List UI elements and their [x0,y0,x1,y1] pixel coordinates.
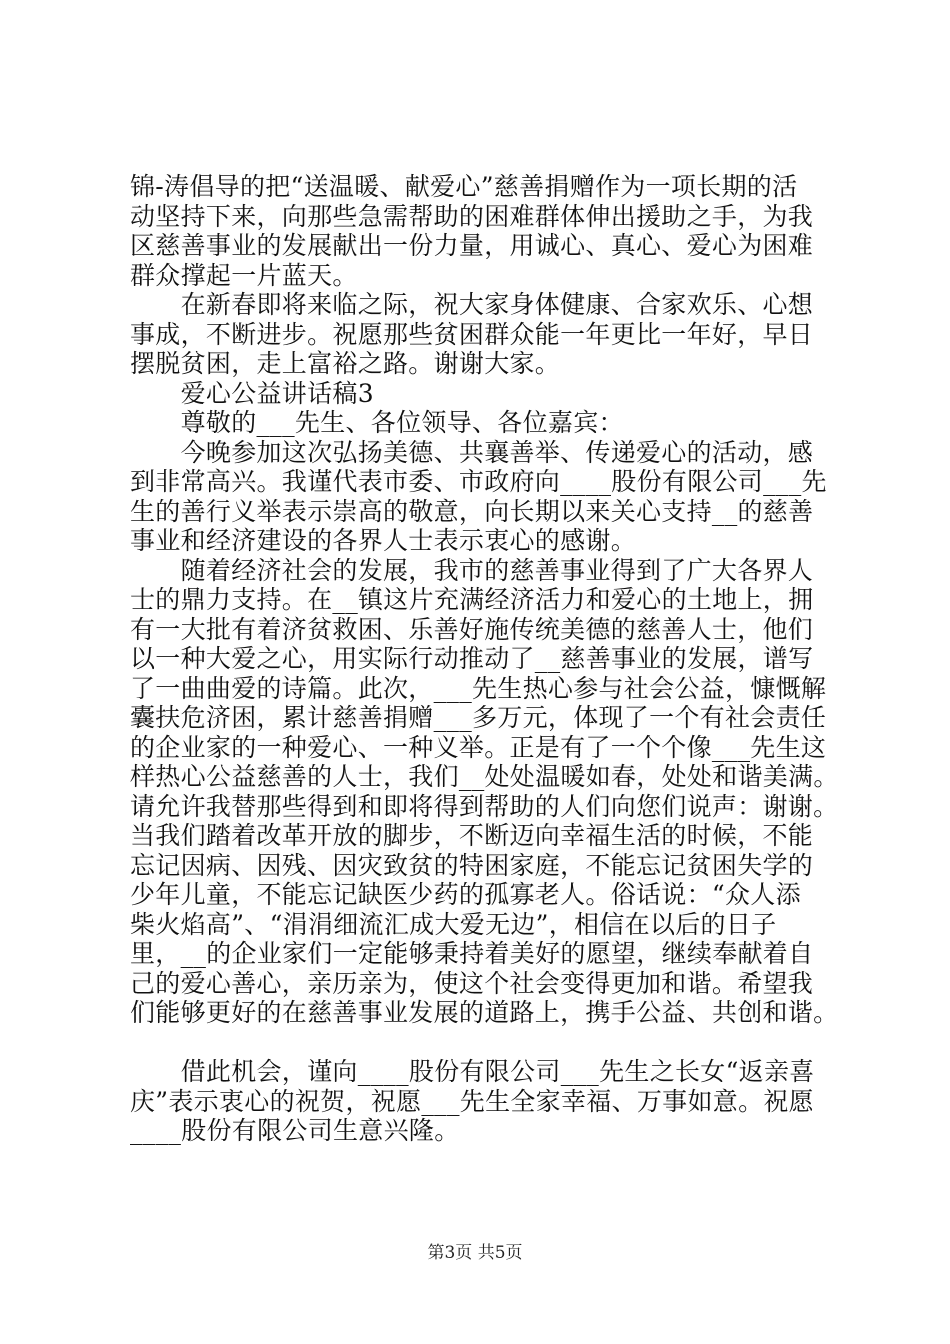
text-line: 少年儿童，不能忘记缺医少药的孤寡老人。俗话说：“众人添 [130,880,801,909]
blank-line [130,1028,850,1058]
text-line: 事业和经济建设的各界人士表示衷心的感谢。 [130,526,637,555]
text-line: 忘记因病、因残、因灾致贫的特困家庭，不能忘记贫困失学的 [130,850,814,880]
text-line: 摆脱贫困，走上富裕之路。谢谢大家。 [130,349,561,378]
page-footer: 第3页 共5页 [427,1243,523,1263]
text-line: 借此机会，谨向____股份有限公司___先生之长女“返亲喜 [130,1057,815,1086]
text-line: 在新春即将来临之际，祝大家身体健康、合家欢乐、心想 [130,290,814,319]
text-line: 爱心公益讲话稿3 [130,378,374,408]
text-line: 的企业家的一种爱心、一种义举。正是有了一个个像___先生这 [130,732,827,762]
text-line: 群众撑起一片蓝天。 [130,260,358,290]
text-line: ____股份有限公司生意兴隆。 [130,1116,460,1145]
text-line: 今晚参加这次弘扬美德、共襄善举、传递爱心的活动，感 [130,437,814,467]
text-line: 请允许我替那些得到和即将得到帮助的人们向您们说声：谢谢。 [130,791,839,821]
text-line: 己的爱心善心，亲历亲为，使这个社会变得更加和谐。希望我 [130,968,814,998]
body-text [130,172,850,1146]
text-line: 士的鼎力支持。在__镇这片充满经济活力和爱心的土地上，拥 [130,585,814,614]
text-line: 们能够更好的在慈善事业发展的道路上，携手公益、共创和谐。 [130,998,839,1027]
text-line: 到非常高兴。我谨代表市委、市政府向____股份有限公司___先 [130,467,827,496]
text-line: 当我们踏着改革开放的脚步，不断迈向幸福生活的时候，不能 [130,821,814,850]
text-line: 事成，不断进步。祝愿那些贫困群众能一年更比一年好，早日 [130,319,814,349]
text-line: 有一大批有着济贫救困、乐善好施传统美德的慈善人士，他们 [130,614,814,644]
text-line: 庆”表示衷心的祝贺，祝愿___先生全家幸福、万事如意。祝愿 [130,1086,814,1116]
text-line: 以一种大爱之心，用实际行动推动了__慈善事业的发展，谱写 [130,644,814,673]
text-line: 动坚持下来，向那些急需帮助的困难群体伸出援助之手，为我 [130,201,814,231]
text-line: 锦-涛倡导的把“送温暖、献爱心”慈善捐赠作为一项长期的活 [130,172,798,201]
text-line: 里，__的企业家们一定能够秉持着美好的愿望，继续奉献着自 [130,939,814,968]
text-line: 随着经济社会的发展，我市的慈善事业得到了广大各界人 [130,555,814,585]
text-line: 了一曲曲爱的诗篇。此次，___先生热心参与社会公益，慷慨解 [130,673,827,703]
text-line: 尊敬的___先生、各位领导、各位嘉宾： [130,408,624,437]
text-line: 区慈善事业的发展献出一份力量，用诚心、真心、爱心为困难 [130,231,814,260]
text-line: 柴火焰高”、“涓涓细流汇成大爱无边”，相信在以后的日子 [130,909,777,939]
text-line: 囊扶危济困，累计慈善捐赠___多万元，体现了一个有社会责任 [130,703,827,732]
text-line: 样热心公益慈善的人士，我们__处处温暖如春，处处和谐美满。 [130,762,839,791]
text-line: 生的善行义举表示崇高的敬意，向长期以来关心支持__的慈善 [130,496,814,526]
